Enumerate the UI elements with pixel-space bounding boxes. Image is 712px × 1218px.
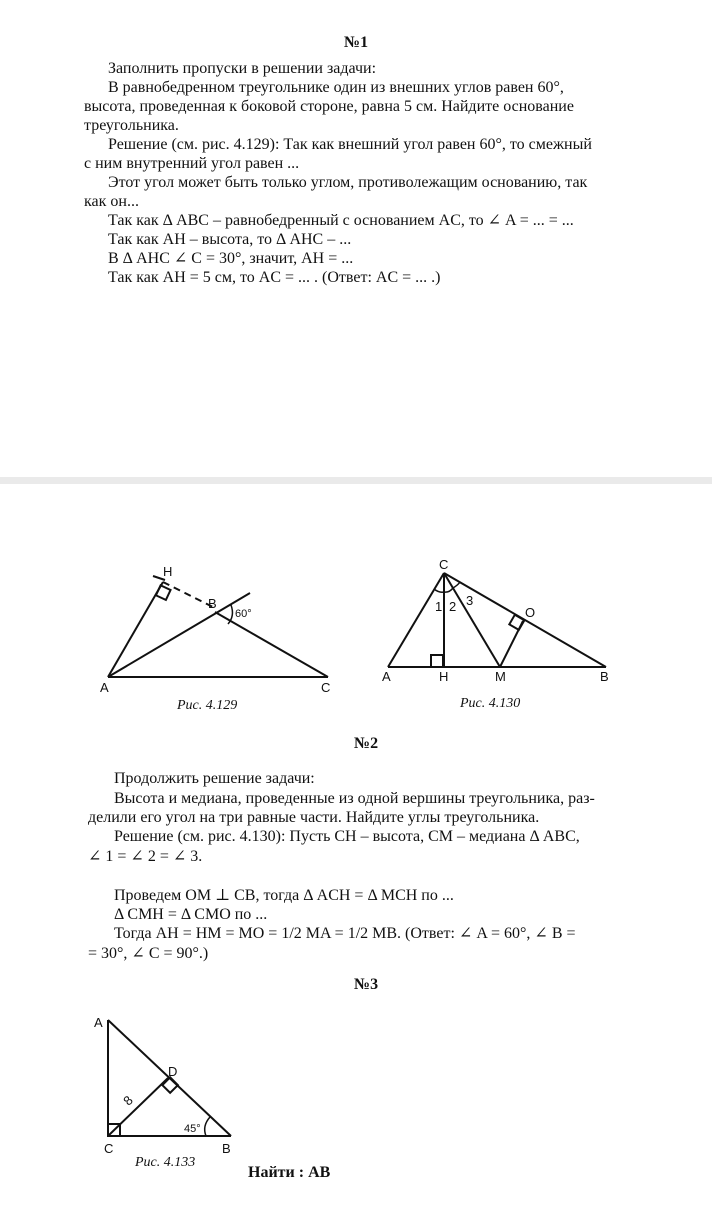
p1-line-4: Решение (см. рис. 4.129): Так как внешний угол равен 60°, то смежный [108,136,592,153]
find-AB: Найти : AB [248,1164,331,1181]
label-B: B [208,596,217,611]
arc-2 [444,588,453,592]
p1-line-10: В Δ AHC ∠ C = 30°, значит, AH = ... [108,250,354,267]
label-2: 2 [449,599,457,614]
p2-line-2: делили его угол на три равные части. Найдите углы треугольника. [88,809,540,826]
p2-line-7: Тогда AH = HM = MO = 1/2 MA = 1/2 MB. (Ответ: ∠ A = 60°, ∠ B = [114,925,576,942]
arc-45 [205,1117,210,1136]
problem1-title: №1 [344,34,369,51]
figure-4-129 [95,560,345,695]
label-O: O [525,605,536,620]
p2-line-0: Продолжить решение задачи: [114,770,315,787]
p1-line-5: с ним внутренний угол равен ... [84,155,300,172]
right-angle-O [509,615,524,630]
label-C: C [321,680,331,695]
right-angle-H [431,655,443,667]
figure-4-133 [88,1012,248,1157]
label-A: A [100,680,109,695]
arc-3 [453,582,460,588]
label-60: 60° [235,608,252,620]
label-C: C [439,557,449,572]
p1-line-1: В равнобедренном треугольнике один из внешних углов равен 60°, [108,79,564,96]
p1-line-8: Так как Δ ABC – равнобедренный с основанием AC, то ∠ A = ... = ... [108,212,574,229]
seg-AH [108,582,163,677]
problem1-block [0,0,712,300]
label-A: A [94,1015,103,1030]
label-H: H [163,564,173,579]
label-C: C [104,1141,114,1156]
p1-line-7: как он... [84,193,139,210]
right-angle-H [156,585,171,600]
caption-4-129: Рис. 4.129 [177,698,238,713]
p1-line-9: Так как AH – высота, то Δ AHC – ... [108,231,352,248]
label-H: H [439,669,449,684]
problem3-title: №3 [354,976,379,993]
p1-line-3: треугольника. [84,117,179,134]
seg-CD [108,1078,168,1136]
label-3: 3 [466,593,474,608]
caption-4-133: Рис. 4.133 [135,1155,196,1170]
p2-line-6: Δ CMH = Δ CMO по ... [114,906,268,923]
p2-line-3: Решение (см. рис. 4.130): Пусть CH – высота, CM – медиана Δ ABC, [114,828,580,845]
caption-4-130: Рис. 4.130 [460,696,521,711]
seg-AB-ext [108,593,250,677]
p1-line-2: высота, проведенная к боковой стороне, равна 5 см. Найдите основание [84,98,574,115]
p1-line-11: Так как AH = 5 см, то AC = ... . (Ответ: AC = ... .) [108,269,441,286]
p2-line-8: = 30°, ∠ C = 90°.) [88,945,209,962]
label-A: A [382,669,391,684]
seg-AC [388,573,444,667]
label-8: 8 [120,1092,136,1109]
p2-line-1: Высота и медиана, проведенные из одной вершины треугольника, раз- [114,790,595,807]
figure-4-130 [378,555,623,690]
arc-1 [434,589,444,592]
label-M: M [495,669,506,684]
label-B: B [222,1141,231,1156]
label-1: 1 [435,599,443,614]
section-divider [0,477,712,484]
label-B: B [600,669,609,684]
p1-line-0: Заполнить пропуски в решении задачи: [108,60,377,77]
problem2-title: №2 [354,735,379,752]
seg-CM [444,573,500,667]
p2-line-4: ∠ 1 = ∠ 2 = ∠ 3. [88,848,203,865]
p1-line-6: Этот угол может быть только углом, противолежащим основанию, так [108,174,588,191]
label-45: 45° [184,1123,201,1135]
p2-line-5: Проведем OM ⊥ CB, тогда Δ ACH = Δ MCH по ... [114,887,454,904]
label-D: D [168,1064,178,1079]
seg-BC [215,612,328,677]
